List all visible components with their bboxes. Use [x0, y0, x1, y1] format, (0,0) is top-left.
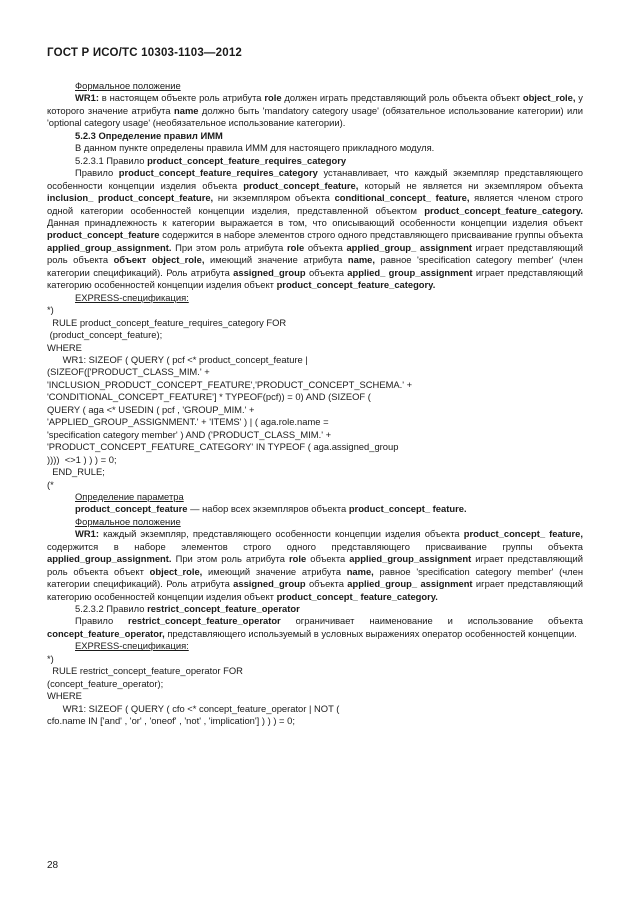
bold-term: object_role,: [522, 92, 576, 104]
bold-term: product_concept_ feature_category.: [276, 590, 438, 602]
text-run: При этом роль атрибута: [171, 241, 287, 253]
formal-statement-heading: Формальное положение: [75, 80, 181, 91]
bold-term: applied_ group_assignment: [347, 266, 473, 278]
text-run: При этом роль атрибута: [171, 553, 290, 565]
rule2-description: [47, 615, 583, 640]
bold-term: object_role,: [149, 565, 203, 577]
text-run: у которого значение атрибута: [47, 92, 583, 116]
bold-term: role: [264, 92, 282, 104]
text-run: каждый экземпляр, представляющего особенности концепции изделия объекта: [98, 528, 464, 540]
code-line: WHERE: [47, 341, 82, 353]
parameter-heading: Определение параметра: [75, 490, 184, 502]
text-run: в настоящем объекте роль атрибута: [98, 92, 265, 104]
text-run: представляющего используемый в условных выражениях оператор особенностей концепции.: [164, 627, 577, 639]
bold-term: product_concept_feature_category.: [276, 279, 436, 291]
text-run: объекта: [305, 578, 348, 590]
section-title: 5.2.3 Определение правил ИММ: [75, 129, 223, 141]
text-run: играет представляющий категорию особенностей концепции изделия объект: [47, 266, 583, 291]
text-run: — набор всех экземпляров объекта: [187, 503, 349, 515]
parameter-definition: [47, 503, 583, 515]
code-line: (concept_feature_operator);: [47, 677, 164, 689]
text-run: ограничивает наименование и использование объекта: [280, 615, 583, 627]
code-line: (product_concept_feature);: [47, 329, 163, 341]
code-line: WHERE: [47, 690, 82, 702]
code-line: (*: [47, 478, 54, 490]
text-run: имеющий значение атрибута: [204, 254, 348, 266]
bold-term: WR1:: [75, 92, 99, 104]
bold-term: product_concept_ feature,: [463, 528, 584, 540]
code-line: cfo.name IN ['and' , 'or' , 'oneof' , 'not' , 'implication'] ) ) ) = 0;: [47, 715, 295, 727]
bold-term: applied_group_assignment.: [47, 241, 172, 253]
express-spec-label: EXPRESS-спецификация:: [75, 291, 189, 303]
text-run: объекта: [304, 241, 347, 253]
bold-term: assigned_group: [233, 266, 306, 278]
code-line: QUERY ( aga <* USEDIN ( pcf , 'GROUP_MIM.' +: [47, 403, 255, 415]
text-run: содержится в наборе элементов строго одного представляющего присваивание группы объекта: [47, 540, 583, 552]
text-run: содержится в наборе элементов строго одного представляющего присваивание группы объекта: [159, 229, 583, 241]
text-run: является членом строго одной категории особенностей концепции изделия, представленной объектом: [47, 192, 583, 216]
bold-term: role: [289, 553, 307, 565]
bold-term: applied_group_assignment.: [47, 553, 172, 565]
express-code-block-2: [47, 653, 583, 728]
bold-term: applied_group_ assignment: [347, 578, 473, 590]
bold-term: conditional_concept_ feature,: [334, 192, 470, 204]
bold-term: name,: [347, 254, 375, 266]
code-line: WR1: SIZEOF ( QUERY ( cfo <* concept_feature_operator | NOT (: [47, 702, 340, 714]
code-line: 'APPLIED_GROUP_ASSIGNMENT.' + 'ITEMS' ) | ( aga.role.name =: [47, 416, 329, 428]
rule1-description: [47, 167, 583, 292]
code-line: RULE restrict_concept_feature_operator FOR: [47, 665, 243, 677]
bold-term: product_concept_ feature.: [348, 503, 467, 515]
text-run: Данная принадлежность к категории выражается в том, что описывающий особенности концепции изделия объект: [47, 216, 583, 228]
text-run: должно быть 'mandatory category usage' (обязательное использование категории) или 'optional category usage' (необязательное использование категории).: [47, 104, 583, 129]
bold-term: product_concept_feature_category.: [424, 204, 583, 216]
page-number: 28: [47, 860, 59, 871]
express-code-block-1: [47, 304, 583, 491]
section-intro: В данном пункте определены правила ИММ для настоящего прикладного модуля.: [75, 142, 435, 154]
text-run: Правило: [75, 615, 129, 627]
code-line: 'PRODUCT_CONCEPT_FEATURE_CATEGORY' IN TYPEOF ( aga.assigned_group: [47, 441, 399, 453]
text-run: имеющий значение атрибута: [202, 565, 347, 577]
code-line: 'INCLUSION_PRODUCT_CONCEPT_FEATURE','PRODUCT_CONCEPT_SCHEMA.' +: [47, 378, 413, 390]
text-run: который не является ни экземпляром объекта: [358, 179, 583, 191]
bold-term: role: [286, 241, 305, 253]
code-line: WR1: SIZEOF ( QUERY ( pcf <* product_concept_feature |: [47, 353, 308, 365]
text-run: объекта: [305, 266, 348, 278]
express-spec-label: EXPRESS-спецификация:: [75, 640, 189, 652]
bold-term: restrict_concept_feature_operator: [147, 603, 300, 615]
bold-term: объект object_role,: [113, 254, 205, 266]
bold-term: assigned_group: [233, 578, 306, 590]
bold-term: product_concept_feature: [47, 229, 160, 241]
code-line: END_RULE;: [47, 466, 105, 478]
bold-term: name: [174, 104, 199, 116]
bold-term: inclusion_ product_concept_feature,: [47, 192, 214, 204]
text-run: 5.2.3.1 Правило: [75, 154, 148, 166]
bold-term: WR1:: [75, 528, 99, 540]
page-header: ГОСТ Р ИСО/ТС 10303-1103—2012: [47, 47, 243, 59]
page-content: [47, 80, 583, 728]
code-line: )))) <>1 ) ) ) = 0;: [47, 453, 117, 465]
bold-term: product_concept_feature_requires_category: [147, 154, 347, 166]
bold-term: product_concept_feature_requires_category: [118, 167, 318, 179]
text-run: должен играть представляющий роль объекта объект: [281, 92, 523, 104]
text-run: равное 'specification category member' (член категории спецификаций). Роль атрибута: [47, 254, 583, 278]
bold-term: concept_feature_operator,: [47, 627, 165, 639]
text-run: играет представляющий категорию особенностей концепции изделия объект: [47, 578, 583, 602]
text-run: равное 'specification category member' (член категории спецификаций). Роль атрибута: [47, 565, 583, 590]
wr1-paragraph: [47, 528, 583, 603]
code-line: *): [47, 652, 54, 664]
bold-term: applied_group_assignment: [349, 553, 472, 565]
rule2-heading: [47, 603, 583, 615]
bold-term: restrict_concept_feature_operator: [128, 615, 281, 627]
text-run: ни экземпляром объекта: [213, 192, 335, 204]
text-run: объекта: [306, 553, 350, 565]
code-line: RULE product_concept_feature_requires_category FOR: [47, 316, 287, 328]
wr1-paragraph: [47, 92, 583, 129]
rule1-heading: [47, 155, 583, 167]
text-run: играет представляющий роль объекта объект: [47, 553, 583, 577]
code-line: 'specification category member' ) AND ('PRODUCT_CLASS_MIM.' +: [47, 428, 332, 440]
bold-term: product_concept_feature,: [243, 179, 359, 191]
code-line: (SIZEOF(['PRODUCT_CLASS_MIM.' +: [47, 366, 210, 378]
code-line: *): [47, 304, 54, 316]
bold-term: product_concept_feature: [75, 503, 188, 515]
text-run: устанавливает, что каждый экземпляр представляющего особенности концепции изделия объекта: [47, 167, 583, 191]
bold-term: applied_group_ assignment: [346, 241, 473, 253]
bold-term: name,: [346, 565, 374, 577]
text-run: Правило: [75, 167, 119, 179]
formal-statement-heading: Формальное положение: [75, 515, 181, 527]
text-run: 5.2.3.2 Правило: [75, 603, 148, 615]
text-run: играет представляющий роль объекта: [47, 241, 583, 266]
code-line: 'CONDITIONAL_CONCEPT_FEATURE'] * TYPEOF(pcf)) = 0) AND (SIZEOF (: [47, 391, 371, 403]
